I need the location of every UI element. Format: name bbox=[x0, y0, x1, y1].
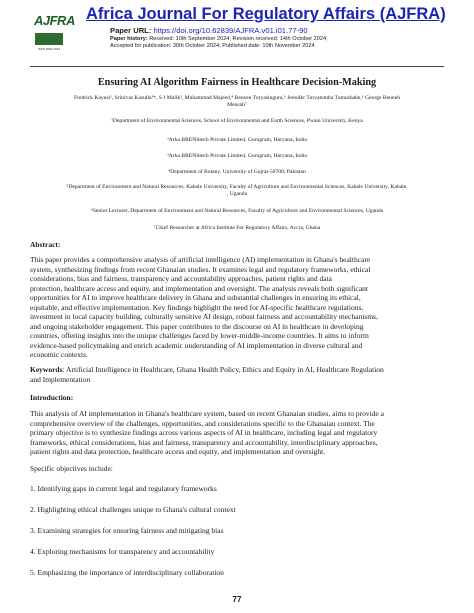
intro-line: This analysis of AI implementation in Ghana's healthcare system, based on recent Ghanaian studies, aims to provide a bbox=[30, 409, 384, 418]
paper-history-line-1: Received: 10th September 2024; Revision received: 14th October 2024; bbox=[149, 36, 328, 42]
objective-item-1: 1. Identifying gaps in current legal and regulatory frameworks bbox=[30, 484, 217, 493]
affiliation-5 bbox=[30, 184, 444, 199]
paper-url-line bbox=[110, 26, 308, 35]
introduction-heading: Introduction: bbox=[30, 393, 74, 402]
journal-title[interactable]: Africa Journal For Regulatory Affairs (AJFRA) bbox=[86, 5, 446, 23]
introduction-body bbox=[30, 409, 444, 457]
abstract-line: system, synthesizing findings from recent Ghanaian studies. It examines legal and regulatory frameworks, ethical bbox=[30, 264, 371, 274]
objectives-intro: Specific objectives include: bbox=[30, 464, 113, 473]
intro-line: comprehensive overview of the challenges, opportunities, and considerations specific to the Ghanaian context. The bbox=[30, 418, 375, 428]
intro-line: frameworks, ethical considerations, bias and fairness, transparency and accountability, interdisciplinary approaches, bbox=[30, 437, 378, 447]
affiliation-5-line-1: ⁵Department of Environment and Natural Resources, Kabale University, Faculty of Agriculture and Environmental Sciences, Kabale University, Kabale, bbox=[66, 184, 408, 190]
objective-item-3: 3. Examining strategies for ensuring fairness and mitigating bias bbox=[30, 526, 224, 535]
abstract-line: opportunities for AI to improve healthcare delivery in Ghana and substantial challenges in ensuring its ethical, bbox=[30, 293, 361, 302]
affiliation-1: ¹Department of Environmental Sciences, School of Environmental and Earth Sciences, Pwani University, Kenya bbox=[111, 118, 363, 124]
paper-history bbox=[110, 36, 410, 51]
affiliation-2: ²Arka BRENStech Private Limited, Gurugram, Haryana, India bbox=[167, 137, 307, 143]
abstract-line: economic contexts. bbox=[30, 350, 88, 359]
affiliation-5-line-2: , Uganda bbox=[226, 191, 248, 198]
intro-line: primary objective is to synthesize findings across various aspects of AI in healthcare, including legal and regulatory bbox=[30, 428, 378, 437]
affiliation-3: ³Arka BRENStech Private Limited, Gurugram, Haryana, India bbox=[167, 153, 307, 159]
abstract-line: protection, healthcare access and equity, and implementation and oversight. The analysis reveals both significant bbox=[30, 283, 369, 293]
abstract-line: considerations, bias and fairness, transparency and accountability approaches, patient rights and data bbox=[30, 274, 332, 283]
page-number: 77 bbox=[232, 595, 242, 604]
paper-url-link[interactable]: https://doi.org/10.62839/AJFRA.v01.i01.77-90 bbox=[153, 26, 308, 35]
abstract-line: and ongoing stakeholder engagement. This paper contributes to the discourse on AI in healthcare in developing bbox=[30, 321, 364, 331]
objective-item-5: 5. Emphasizing the importance of interdisciplinary collaboration bbox=[30, 568, 224, 577]
header-divider bbox=[30, 66, 444, 67]
abstract-line: equitable, and effective implementation. Key findings highlight the need for AI-specific healthcare regulations, bbox=[30, 302, 364, 312]
abstract-line: investment in local capacity building, culturally sensitive AI design, robust fairness and accountability mechanisms, bbox=[30, 312, 378, 321]
paper-history-label: Paper history: bbox=[110, 36, 148, 42]
keywords bbox=[30, 365, 444, 384]
logo-wordmark: AJFRA bbox=[34, 13, 75, 28]
affiliation-7: ⁷Chief Researcher at Africa Institute For Regulatory Affairs, Accra, Ghana bbox=[153, 225, 321, 231]
abstract-heading: Abstract: bbox=[30, 240, 61, 249]
article-title: Ensuring AI Algorithm Fairness in Healthcare Decision-Making bbox=[97, 77, 377, 88]
logo-graphic bbox=[35, 33, 63, 45]
objective-item-2: 2. Highlighting ethical challenges unique to Ghana's cultural context bbox=[30, 505, 236, 514]
paper-url-label: Paper URL: bbox=[110, 26, 152, 35]
journal-logo bbox=[34, 11, 75, 59]
author-line-1: Fredrick Kayusi¹, Srinivas Kasulla²*, S J Malik³, Muhammad Majeed,⁴ Benson Turyasingura,⁵ Jennifer Turyatemba Tumushabe,⁶ George Benneh bbox=[73, 95, 400, 101]
abstract-line: countries, offering insights into the unique challenges faced by lower-middle-income countries. It aims to inform bbox=[30, 331, 369, 340]
author-list bbox=[56, 95, 418, 110]
objective-item-4: 4. Exploring mechanisms for transparency and accountability bbox=[30, 547, 215, 556]
abstract-line: This paper provides a comprehensive analysis of artificial intelligence (AI) implementation in Ghana's healthcare bbox=[30, 255, 371, 264]
abstract-line: evidence-based policymaking and enrich academic understanding of AI implementation in diverse cultural and bbox=[30, 340, 363, 350]
keywords-line-2: and Implementation bbox=[30, 374, 91, 384]
affiliation-6: ⁶Senior Lecturer, Department of Environment and Natural Resources, Faculty of Agriculture and Environmental Sciences, Uganda bbox=[90, 208, 384, 214]
author-line-2: Mensah⁷ bbox=[227, 102, 247, 109]
keywords-line-1: : Artificial Intelligence in Healthcare, Ghana Health Policy, Ethics and Equity in AI, Healthcare Regulation bbox=[62, 365, 384, 374]
paper-history-line-2: Accepted for publication: 30th October 2024; Published date: 10th November 2024 bbox=[110, 43, 315, 50]
intro-line: patient rights and data protection, healthcare access and equity, and implementation and oversight. bbox=[30, 447, 326, 456]
abstract-body bbox=[30, 255, 444, 360]
journal-header bbox=[0, 0, 474, 66]
keywords-label: Keywords bbox=[30, 365, 63, 374]
logo-subtext: ISSN 2582-4643 bbox=[37, 47, 61, 51]
affiliation-4: ⁴Department of Botany, University of Gujrat-50700; Pakistan bbox=[168, 169, 306, 175]
